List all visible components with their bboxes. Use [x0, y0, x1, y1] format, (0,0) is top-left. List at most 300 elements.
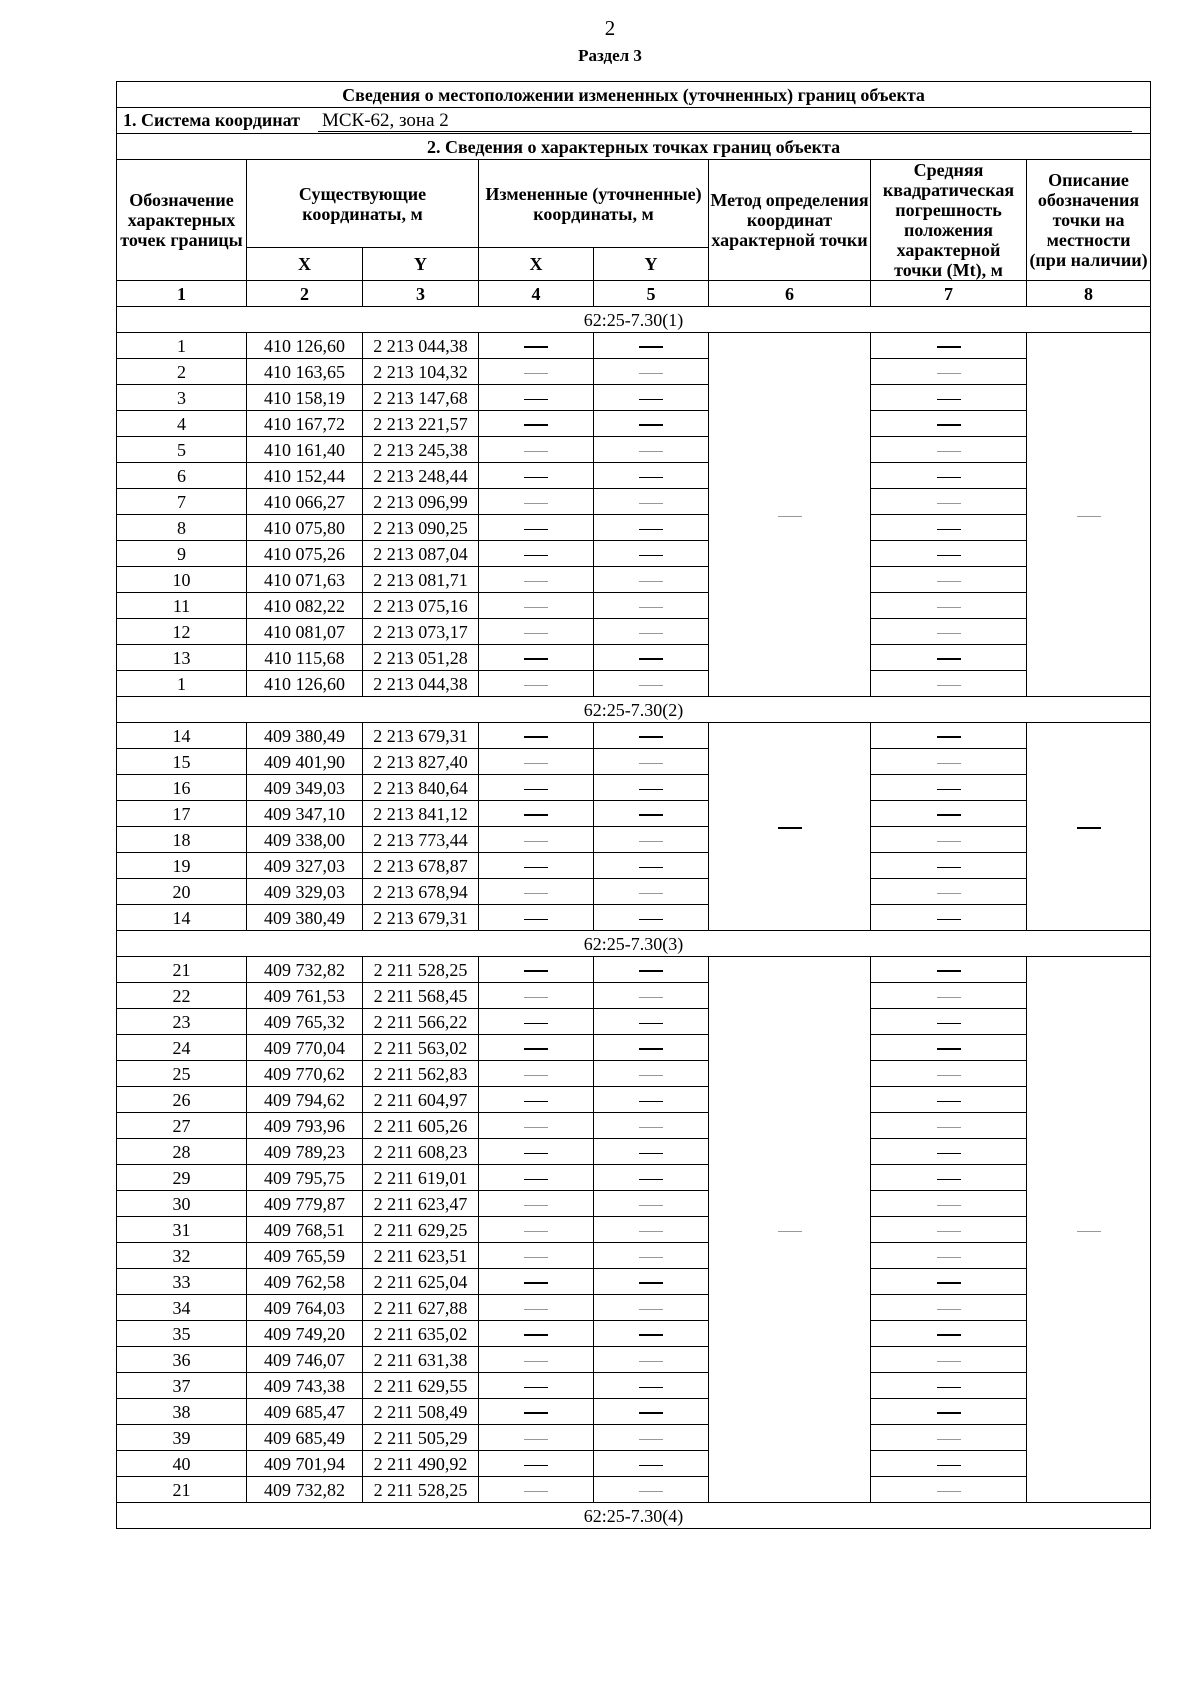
existing-x: 409 746,07 — [247, 1347, 363, 1373]
changed-x — [479, 385, 594, 411]
point-id: 9 — [117, 541, 247, 567]
dash-mark — [937, 529, 961, 530]
point-id: 34 — [117, 1295, 247, 1321]
header-point-description: Описание обозначения точки на местности (при наличии) — [1027, 160, 1151, 281]
dash-mark — [778, 516, 802, 517]
table-row — [117, 853, 1151, 879]
dash-mark — [778, 1231, 802, 1232]
mean-square-error — [871, 385, 1027, 411]
mean-square-error — [871, 1191, 1027, 1217]
existing-y: 2 213 248,44 — [363, 463, 479, 489]
dash-mark — [639, 1412, 663, 1414]
existing-x: 409 761,53 — [247, 983, 363, 1009]
dash-mark — [524, 685, 548, 686]
dash-mark — [524, 1412, 548, 1414]
existing-x: 410 071,63 — [247, 567, 363, 593]
header-method: Метод определения координат характерной точки — [709, 160, 871, 281]
dash-mark — [937, 373, 961, 374]
existing-y: 2 211 566,22 — [363, 1009, 479, 1035]
changed-x — [479, 1035, 594, 1061]
dash-mark — [937, 919, 961, 920]
point-id: 18 — [117, 827, 247, 853]
changed-y — [594, 489, 709, 515]
dash-mark — [937, 1491, 961, 1492]
existing-y: 2 213 221,57 — [363, 411, 479, 437]
existing-y: 2 211 619,01 — [363, 1165, 479, 1191]
changed-x — [479, 775, 594, 801]
dash-mark — [937, 893, 961, 894]
changed-x — [479, 1113, 594, 1139]
existing-x: 409 768,51 — [247, 1217, 363, 1243]
existing-y: 2 213 827,40 — [363, 749, 479, 775]
changed-x — [479, 359, 594, 385]
existing-y: 2 211 631,38 — [363, 1347, 479, 1373]
changed-y — [594, 1165, 709, 1191]
changed-x — [479, 1321, 594, 1347]
dash-mark — [524, 1179, 548, 1180]
mean-square-error — [871, 801, 1027, 827]
changed-x — [479, 1165, 594, 1191]
changed-y — [594, 567, 709, 593]
dash-mark — [639, 1334, 663, 1336]
group-row — [117, 931, 1151, 957]
existing-y: 2 213 773,44 — [363, 827, 479, 853]
mean-square-error — [871, 1165, 1027, 1191]
changed-y — [594, 983, 709, 1009]
table-row — [117, 1113, 1151, 1139]
table-row — [117, 1477, 1151, 1503]
column-number: 6 — [709, 281, 871, 307]
dash-mark — [639, 555, 663, 556]
dash-mark — [639, 814, 663, 816]
dash-mark — [524, 970, 548, 972]
changed-y — [594, 1321, 709, 1347]
changed-x — [479, 333, 594, 359]
dash-mark — [524, 633, 548, 634]
existing-x: 409 749,20 — [247, 1321, 363, 1347]
dash-mark — [937, 970, 961, 972]
changed-y — [594, 1451, 709, 1477]
changed-x — [479, 905, 594, 931]
mean-square-error — [871, 1243, 1027, 1269]
dash-mark — [524, 1048, 548, 1050]
coordinate-system-row — [117, 108, 1151, 134]
existing-y: 2 211 563,02 — [363, 1035, 479, 1061]
existing-y: 2 211 490,92 — [363, 1451, 479, 1477]
existing-x: 409 743,38 — [247, 1373, 363, 1399]
header-point-designation: Обозначение характерных точек границы — [117, 160, 247, 281]
point-id: 30 — [117, 1191, 247, 1217]
mean-square-error — [871, 1009, 1027, 1035]
dash-mark — [524, 814, 548, 816]
changed-x — [479, 749, 594, 775]
mean-square-error — [871, 749, 1027, 775]
changed-x — [479, 1217, 594, 1243]
changed-y — [594, 645, 709, 671]
dash-mark — [937, 1101, 961, 1102]
dash-mark — [524, 346, 548, 348]
table-row — [117, 645, 1151, 671]
dash-mark — [524, 503, 548, 504]
point-id: 5 — [117, 437, 247, 463]
existing-x: 409 732,82 — [247, 957, 363, 983]
existing-y: 2 211 604,97 — [363, 1087, 479, 1113]
point-id: 21 — [117, 1477, 247, 1503]
changed-x — [479, 515, 594, 541]
changed-x — [479, 827, 594, 853]
dash-mark — [937, 1205, 961, 1206]
existing-y: 2 211 505,29 — [363, 1425, 479, 1451]
mean-square-error — [871, 1477, 1027, 1503]
table-row — [117, 879, 1151, 905]
existing-x: 410 115,68 — [247, 645, 363, 671]
existing-x: 409 732,82 — [247, 1477, 363, 1503]
changed-y — [594, 385, 709, 411]
dash-mark — [524, 1257, 548, 1258]
changed-x — [479, 593, 594, 619]
point-id: 25 — [117, 1061, 247, 1087]
dash-mark — [937, 451, 961, 452]
table-row — [117, 827, 1151, 853]
changed-x — [479, 411, 594, 437]
dash-mark — [524, 1309, 548, 1310]
changed-y — [594, 1061, 709, 1087]
existing-y: 2 211 635,02 — [363, 1321, 479, 1347]
dash-mark — [937, 1334, 961, 1336]
changed-y — [594, 775, 709, 801]
dash-mark — [1077, 516, 1101, 517]
existing-x: 409 764,03 — [247, 1295, 363, 1321]
changed-x — [479, 723, 594, 749]
dash-mark — [524, 1231, 548, 1232]
table-row — [117, 1321, 1151, 1347]
changed-x — [479, 567, 594, 593]
dash-mark — [937, 736, 961, 738]
dash-mark — [524, 399, 548, 400]
dash-mark — [937, 763, 961, 764]
existing-x: 410 075,26 — [247, 541, 363, 567]
table-row — [117, 1269, 1151, 1295]
dash-mark — [937, 997, 961, 998]
coordinate-system-value: МСК-62, зона 2 — [318, 111, 1132, 132]
existing-x: 409 793,96 — [247, 1113, 363, 1139]
mean-square-error — [871, 515, 1027, 541]
dash-mark — [524, 919, 548, 920]
existing-x: 410 081,07 — [247, 619, 363, 645]
existing-x: 409 779,87 — [247, 1191, 363, 1217]
mean-square-error — [871, 437, 1027, 463]
changed-x — [479, 853, 594, 879]
header-mean-square-error: Средняя квадратическая погрешность положения характерной точки (Mt), м — [871, 160, 1027, 281]
point-id: 19 — [117, 853, 247, 879]
changed-y — [594, 671, 709, 697]
dash-mark — [639, 1309, 663, 1310]
group-name: 62:25-7.30(2) — [117, 697, 1151, 723]
dash-mark — [639, 1101, 663, 1102]
page-number: 2 — [604, 16, 616, 40]
dash-mark — [639, 1023, 663, 1024]
point-id: 13 — [117, 645, 247, 671]
group-row — [117, 697, 1151, 723]
point-id: 28 — [117, 1139, 247, 1165]
point-id: 26 — [117, 1087, 247, 1113]
table-row — [117, 1061, 1151, 1087]
existing-y: 2 213 081,71 — [363, 567, 479, 593]
column-number: 5 — [594, 281, 709, 307]
point-id: 20 — [117, 879, 247, 905]
mean-square-error — [871, 1061, 1027, 1087]
dash-mark — [524, 893, 548, 894]
existing-y: 2 211 627,88 — [363, 1295, 479, 1321]
changed-y — [594, 1269, 709, 1295]
changed-x — [479, 619, 594, 645]
existing-x: 409 349,03 — [247, 775, 363, 801]
existing-x: 409 765,59 — [247, 1243, 363, 1269]
dash-mark — [639, 893, 663, 894]
dash-mark — [524, 1075, 548, 1076]
column-number: 2 — [247, 281, 363, 307]
table-row — [117, 1425, 1151, 1451]
changed-y — [594, 333, 709, 359]
dash-mark — [937, 503, 961, 504]
point-id: 35 — [117, 1321, 247, 1347]
dash-mark — [524, 1023, 548, 1024]
dash-mark — [524, 1153, 548, 1154]
mean-square-error — [871, 645, 1027, 671]
changed-y — [594, 593, 709, 619]
changed-y — [594, 1477, 709, 1503]
changed-y — [594, 1035, 709, 1061]
changed-x — [479, 1243, 594, 1269]
mean-square-error — [871, 489, 1027, 515]
existing-x: 409 794,62 — [247, 1087, 363, 1113]
table-row — [117, 1165, 1151, 1191]
dash-mark — [639, 451, 663, 452]
mean-square-error — [871, 905, 1027, 931]
column-number: 1 — [117, 281, 247, 307]
dash-mark — [524, 1127, 548, 1128]
dash-mark — [937, 1439, 961, 1440]
header-changed-y: Y — [594, 248, 709, 281]
dash-mark — [937, 399, 961, 400]
dash-mark — [639, 919, 663, 920]
changed-x — [479, 1139, 594, 1165]
mean-square-error — [871, 723, 1027, 749]
changed-x — [479, 957, 594, 983]
existing-x: 409 401,90 — [247, 749, 363, 775]
dash-mark — [937, 581, 961, 582]
section-title: Раздел 3 — [578, 46, 642, 65]
changed-x — [479, 1373, 594, 1399]
mean-square-error — [871, 1425, 1027, 1451]
mean-square-error — [871, 567, 1027, 593]
existing-y: 2 211 629,55 — [363, 1373, 479, 1399]
table-row — [117, 333, 1151, 359]
table-row — [117, 957, 1151, 983]
table-row — [117, 515, 1151, 541]
existing-y: 2 213 051,28 — [363, 645, 479, 671]
method-cell — [709, 957, 871, 1503]
header-existing-x: X — [247, 248, 363, 281]
point-id: 15 — [117, 749, 247, 775]
existing-y: 2 211 528,25 — [363, 957, 479, 983]
existing-x: 410 158,19 — [247, 385, 363, 411]
changed-x — [479, 1425, 594, 1451]
changed-x — [479, 671, 594, 697]
table-row — [117, 1087, 1151, 1113]
existing-x: 409 795,75 — [247, 1165, 363, 1191]
dash-mark — [1077, 1231, 1101, 1232]
mean-square-error — [871, 1035, 1027, 1061]
existing-x: 409 338,00 — [247, 827, 363, 853]
existing-x: 410 066,27 — [247, 489, 363, 515]
table-row — [117, 1399, 1151, 1425]
changed-y — [594, 1217, 709, 1243]
changed-y — [594, 853, 709, 879]
changed-y — [594, 801, 709, 827]
dash-mark — [639, 373, 663, 374]
dash-mark — [639, 1491, 663, 1492]
changed-y — [594, 905, 709, 931]
dash-mark — [778, 827, 802, 829]
existing-y: 2 213 075,16 — [363, 593, 479, 619]
changed-y — [594, 541, 709, 567]
existing-x: 409 685,49 — [247, 1425, 363, 1451]
dash-mark — [524, 477, 548, 478]
dash-mark — [937, 1153, 961, 1154]
table-row — [117, 437, 1151, 463]
dash-mark — [639, 424, 663, 426]
dash-mark — [639, 1179, 663, 1180]
table-row — [117, 619, 1151, 645]
existing-y: 2 213 044,38 — [363, 671, 479, 697]
existing-x: 409 765,32 — [247, 1009, 363, 1035]
mean-square-error — [871, 983, 1027, 1009]
table-row — [117, 1139, 1151, 1165]
dash-mark — [524, 658, 548, 660]
changed-y — [594, 749, 709, 775]
existing-y: 2 213 104,32 — [363, 359, 479, 385]
dash-mark — [524, 841, 548, 842]
mean-square-error — [871, 1347, 1027, 1373]
dash-mark — [524, 1361, 548, 1362]
changed-x — [479, 983, 594, 1009]
existing-y: 2 213 147,68 — [363, 385, 479, 411]
dash-mark — [524, 529, 548, 530]
changed-x — [479, 1269, 594, 1295]
dash-mark — [937, 1309, 961, 1310]
point-id: 11 — [117, 593, 247, 619]
table-row — [117, 671, 1151, 697]
point-id: 32 — [117, 1243, 247, 1269]
dash-mark — [639, 736, 663, 738]
dash-mark — [937, 1127, 961, 1128]
existing-x: 410 075,80 — [247, 515, 363, 541]
dash-mark — [639, 1439, 663, 1440]
dash-mark — [937, 424, 961, 426]
point-id: 14 — [117, 905, 247, 931]
point-id: 33 — [117, 1269, 247, 1295]
changed-y — [594, 879, 709, 905]
existing-y: 2 213 679,31 — [363, 905, 479, 931]
point-id: 39 — [117, 1425, 247, 1451]
dash-mark — [937, 658, 961, 660]
dash-mark — [524, 1282, 548, 1284]
existing-x: 409 770,04 — [247, 1035, 363, 1061]
column-number: 3 — [363, 281, 479, 307]
points-section-title: 2. Сведения о характерных точках границ объекта — [117, 134, 1151, 160]
point-id: 29 — [117, 1165, 247, 1191]
mean-square-error — [871, 619, 1027, 645]
changed-y — [594, 1009, 709, 1035]
table-row — [117, 411, 1151, 437]
group-name: 62:25-7.30(1) — [117, 307, 1151, 333]
changed-x — [479, 801, 594, 827]
dash-mark — [937, 607, 961, 608]
point-id: 3 — [117, 385, 247, 411]
changed-y — [594, 1087, 709, 1113]
changed-x — [479, 1191, 594, 1217]
changed-y — [594, 619, 709, 645]
dash-mark — [937, 1361, 961, 1362]
dash-mark — [937, 1179, 961, 1180]
existing-x: 410 126,60 — [247, 333, 363, 359]
changed-y — [594, 1191, 709, 1217]
point-id: 31 — [117, 1217, 247, 1243]
dash-mark — [639, 1075, 663, 1076]
changed-y — [594, 463, 709, 489]
changed-y — [594, 1295, 709, 1321]
existing-y: 2 213 678,87 — [363, 853, 479, 879]
changed-y — [594, 411, 709, 437]
existing-x: 409 329,03 — [247, 879, 363, 905]
changed-x — [479, 1347, 594, 1373]
dash-mark — [937, 555, 961, 556]
table-row — [117, 359, 1151, 385]
dash-mark — [639, 841, 663, 842]
dash-mark — [1077, 827, 1101, 829]
point-id: 1 — [117, 671, 247, 697]
existing-x: 409 380,49 — [247, 905, 363, 931]
dash-mark — [524, 451, 548, 452]
point-id: 8 — [117, 515, 247, 541]
point-id: 14 — [117, 723, 247, 749]
mean-square-error — [871, 411, 1027, 437]
existing-y: 2 211 623,51 — [363, 1243, 479, 1269]
dash-mark — [937, 1387, 961, 1388]
dash-mark — [937, 1465, 961, 1466]
dash-mark — [524, 1387, 548, 1388]
mean-square-error — [871, 463, 1027, 489]
existing-y: 2 213 073,17 — [363, 619, 479, 645]
dash-mark — [524, 1465, 548, 1466]
dash-mark — [639, 1231, 663, 1232]
mean-square-error — [871, 879, 1027, 905]
existing-x: 410 152,44 — [247, 463, 363, 489]
dash-mark — [639, 685, 663, 686]
dash-mark — [937, 477, 961, 478]
mean-square-error — [871, 333, 1027, 359]
changed-y — [594, 1373, 709, 1399]
dash-mark — [937, 1075, 961, 1076]
mean-square-error — [871, 957, 1027, 983]
table-title: Сведения о местоположении измененных (уточненных) границ объекта — [117, 82, 1151, 108]
dash-mark — [937, 841, 961, 842]
dash-mark — [639, 867, 663, 868]
boundary-points-table — [116, 81, 1151, 1529]
coordinate-system-label: 1. Система координат — [123, 109, 300, 130]
mean-square-error — [871, 1451, 1027, 1477]
